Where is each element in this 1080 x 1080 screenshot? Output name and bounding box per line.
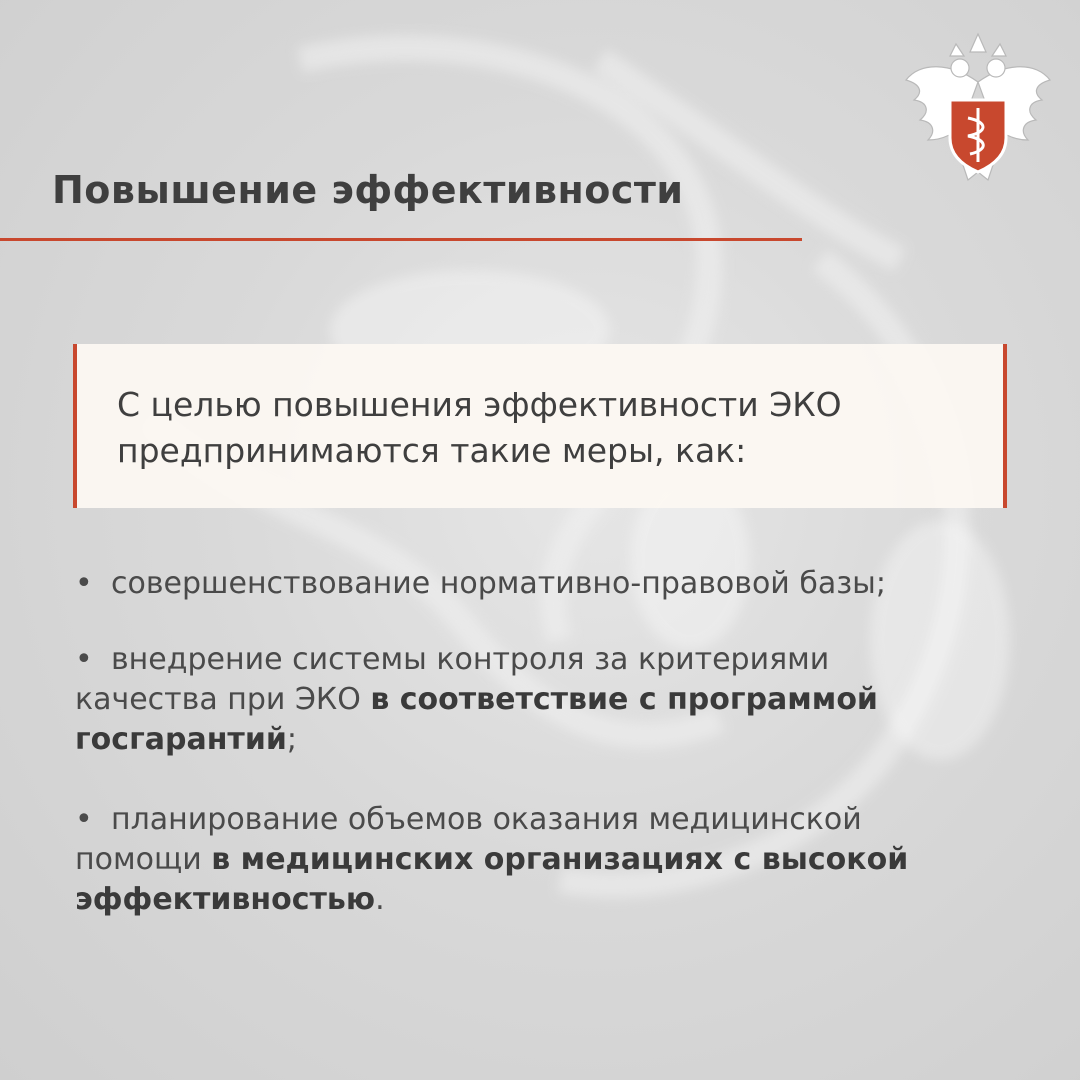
list-item — [75, 640, 975, 760]
bullet-text: внедрение системы контроля за критериями качества при ЭКО — [75, 642, 830, 717]
page-title: Повышение эффективности — [52, 168, 684, 212]
title-underline — [0, 238, 802, 241]
intro-box — [73, 344, 1007, 508]
bullet-tail: ; — [286, 722, 297, 757]
bullet-tail: . — [375, 882, 385, 917]
bullet-bold-text: в медицинских организациях с высокой эффективностью — [75, 842, 909, 917]
measures-list — [75, 564, 975, 956]
bullet-marker: • — [75, 802, 93, 837]
bullet-marker: • — [75, 642, 93, 677]
bullet-text: совершенствование нормативно-правовой базы; — [111, 566, 886, 601]
list-item — [75, 800, 975, 920]
bullet-text: планирование объемов оказания медицинской помощи — [75, 802, 862, 877]
list-item — [75, 564, 975, 604]
bullet-bold-text: в соответствие с программой госгарантий — [75, 682, 878, 757]
bullet-marker: • — [75, 566, 93, 601]
ministry-of-health-emblem-icon — [900, 22, 1056, 188]
intro-text: С целью повышения эффективности ЭКО предпринимаются такие меры, как: — [117, 385, 842, 470]
